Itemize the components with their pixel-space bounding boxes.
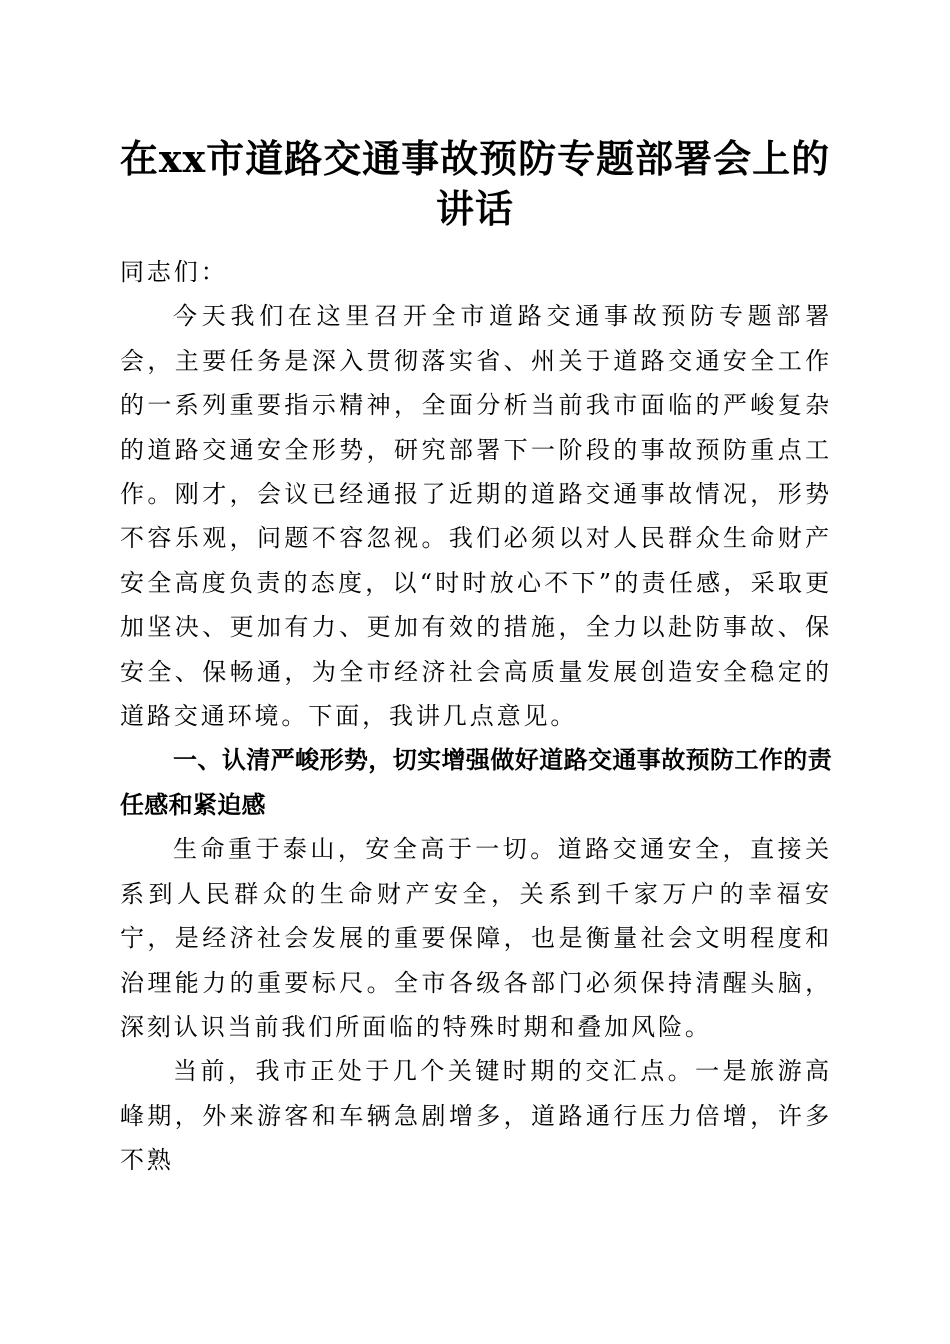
salutation: 同志们： [120, 258, 228, 286]
document-title: 在xx市道路交通事故预防专题部署会上的讲话 [119, 136, 831, 231]
paragraph-section1-2: 当前，我市正处于几个关键时期的交汇点。一是旅游高峰期，外来游客和车辆急剧增多，道路通行压力倍增，许多不熟 [120, 1057, 832, 1175]
paragraph-intro: 今天我们在这里召开全市道路交通事故预防专题部署会，主要任务是深入贯彻落实省、州关于道路交通安全工作的一系列重要指示精神，全面分析当前我市面临的严峻复杂的道路交通安全形势，研究部署下一阶段的事故预防重点工作。刚才，会议已经通报了近期的道路交通事故情况，形势不容乐观，问题不容忽视。我们必须以对人民群众生命财产安全高度负责的态度，以“时时放心不下”的责任感，采取更加坚决、更加有力、更加有效的措施，全力以赴防事故、保安全、保畅通，为全市经济社会高质量发展创造安全稳定的道路交通环境。下面，我讲几点意见。 [120, 302, 832, 731]
paragraph-section1-1: 生命重于泰山，安全高于一切。道路交通安全，直接关系到人民群众的生命财产安全，关系到千家万户的幸福安宁，是经济社会发展的重要保障，也是衡量社会文明程度和治理能力的重要标尺。全市各级各部门必须保持清醒头脑，深刻认识当前我们所面临的特殊时期和叠加风险。 [120, 835, 832, 1041]
document-body [120, 250, 832, 1183]
section-heading-1: 一、认清严峻形势，切实增强做好道路交通事故预防工作的责任感和紧迫感 [120, 746, 832, 819]
